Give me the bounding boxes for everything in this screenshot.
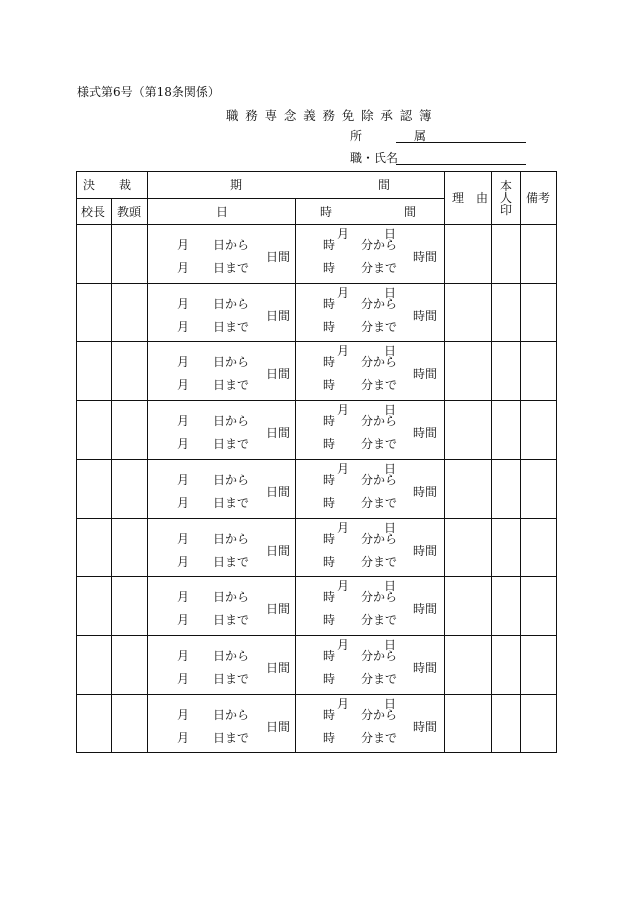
from-hour: 時 [323,590,336,604]
from-day-label: 日から [213,532,250,546]
to-minute-label: 分まで [361,555,398,569]
from-hour: 時 [323,532,336,546]
from-hour: 時 [323,708,336,722]
from-day-label: 日から [213,590,250,604]
to-month: 月 [177,672,190,686]
header-honnin-2: 人 [500,191,513,205]
hours-label: 時間 [413,720,438,734]
time-month: 月 [337,462,350,476]
to-minute-label: 分まで [361,320,398,334]
to-month: 月 [177,261,190,275]
to-minute-label: 分まで [361,613,398,627]
to-day-label: 日まで [213,437,250,451]
days-label: 日間 [266,544,291,558]
to-month: 月 [177,613,190,627]
from-hour: 時 [323,297,336,311]
header-hi: 日 [216,205,229,219]
from-month: 月 [177,473,190,487]
table-border [77,172,557,753]
time-day: 日 [384,286,397,300]
hours-label: 時間 [413,309,438,323]
from-minute-label: 分から [361,297,398,311]
from-hour: 時 [323,355,336,369]
from-day-label: 日から [213,297,250,311]
hours-label: 時間 [413,367,438,381]
time-month: 月 [337,697,350,711]
time-month: 月 [337,579,350,593]
to-month: 月 [177,496,190,510]
from-day-label: 日から [213,414,250,428]
to-hour: 時 [323,378,336,392]
from-minute-label: 分から [361,238,398,252]
to-month: 月 [177,731,190,745]
from-month: 月 [177,414,190,428]
hours-label: 時間 [413,661,438,675]
days-label: 日間 [266,367,291,381]
from-month: 月 [177,649,190,663]
to-hour: 時 [323,731,336,745]
time-month: 月 [337,286,350,300]
hours-label: 時間 [413,602,438,616]
to-day-label: 日まで [213,613,250,627]
to-day-label: 日まで [213,672,250,686]
to-minute-label: 分まで [361,496,398,510]
from-minute-label: 分から [361,649,398,663]
header-honnin-1: 本 [500,179,513,193]
to-month: 月 [177,378,190,392]
time-month: 月 [337,521,350,535]
header-kan2: 間 [404,205,417,219]
to-month: 月 [177,437,190,451]
header-kouchou: 校長 [81,205,106,219]
time-month: 月 [337,227,350,241]
header-kan: 間 [378,178,391,192]
days-label: 日間 [266,426,291,440]
hours-label: 時間 [413,426,438,440]
from-hour: 時 [323,473,336,487]
days-label: 日間 [266,309,291,323]
hours-label: 時間 [413,485,438,499]
from-minute-label: 分から [361,414,398,428]
to-minute-label: 分まで [361,731,398,745]
time-day: 日 [384,638,397,652]
header-ji: 時 [320,205,333,219]
to-month: 月 [177,555,190,569]
time-month: 月 [337,403,350,417]
from-month: 月 [177,590,190,604]
time-day: 日 [384,579,397,593]
to-minute-label: 分まで [361,672,398,686]
to-hour: 時 [323,555,336,569]
position-name-label: 職・氏名 [350,151,399,165]
to-day-label: 日まで [213,555,250,569]
to-day-label: 日まで [213,496,250,510]
to-day-label: 日まで [213,731,250,745]
to-hour: 時 [323,437,336,451]
hours-label: 時間 [413,544,438,558]
to-hour: 時 [323,261,336,275]
to-day-label: 日まで [213,320,250,334]
to-minute-label: 分まで [361,378,398,392]
header-honnin-3: 印 [500,203,513,217]
from-minute-label: 分から [361,708,398,722]
time-day: 日 [384,403,397,417]
from-day-label: 日から [213,355,250,369]
to-hour: 時 [323,672,336,686]
from-month: 月 [177,297,190,311]
to-minute-label: 分まで [361,437,398,451]
from-minute-label: 分から [361,590,398,604]
from-hour: 時 [323,238,336,252]
days-label: 日間 [266,720,291,734]
form-title: 職務専念義務免除承認簿 [226,108,439,123]
header-riyuu: 理 由 [452,191,489,205]
to-day-label: 日まで [213,378,250,392]
days-label: 日間 [266,250,291,264]
affiliation-label: 所 属 [350,129,447,143]
header-bikou: 備考 [526,191,551,205]
days-label: 日間 [266,661,291,675]
from-minute-label: 分から [361,473,398,487]
from-minute-label: 分から [361,355,398,369]
time-day: 日 [384,344,397,358]
to-hour: 時 [323,320,336,334]
from-minute-label: 分から [361,532,398,546]
to-hour: 時 [323,496,336,510]
time-day: 日 [384,462,397,476]
to-hour: 時 [323,613,336,627]
time-day: 日 [384,697,397,711]
from-day-label: 日から [213,708,250,722]
time-day: 日 [384,521,397,535]
from-month: 月 [177,238,190,252]
from-month: 月 [177,532,190,546]
time-month: 月 [337,638,350,652]
from-day-label: 日から [213,473,250,487]
hours-label: 時間 [413,250,438,264]
form-number: 様式第6号（第18条関係） [77,85,220,99]
header-kyoutou: 教頭 [117,205,142,219]
from-day-label: 日から [213,649,250,663]
days-label: 日間 [266,602,291,616]
to-month: 月 [177,320,190,334]
from-month: 月 [177,355,190,369]
time-month: 月 [337,344,350,358]
header-kessai: 決 裁 [83,178,132,192]
time-day: 日 [384,227,397,241]
from-month: 月 [177,708,190,722]
days-label: 日間 [266,485,291,499]
from-hour: 時 [323,414,336,428]
from-hour: 時 [323,649,336,663]
header-ki: 期 [230,178,243,192]
to-minute-label: 分まで [361,261,398,275]
to-day-label: 日まで [213,261,250,275]
from-day-label: 日から [213,238,250,252]
